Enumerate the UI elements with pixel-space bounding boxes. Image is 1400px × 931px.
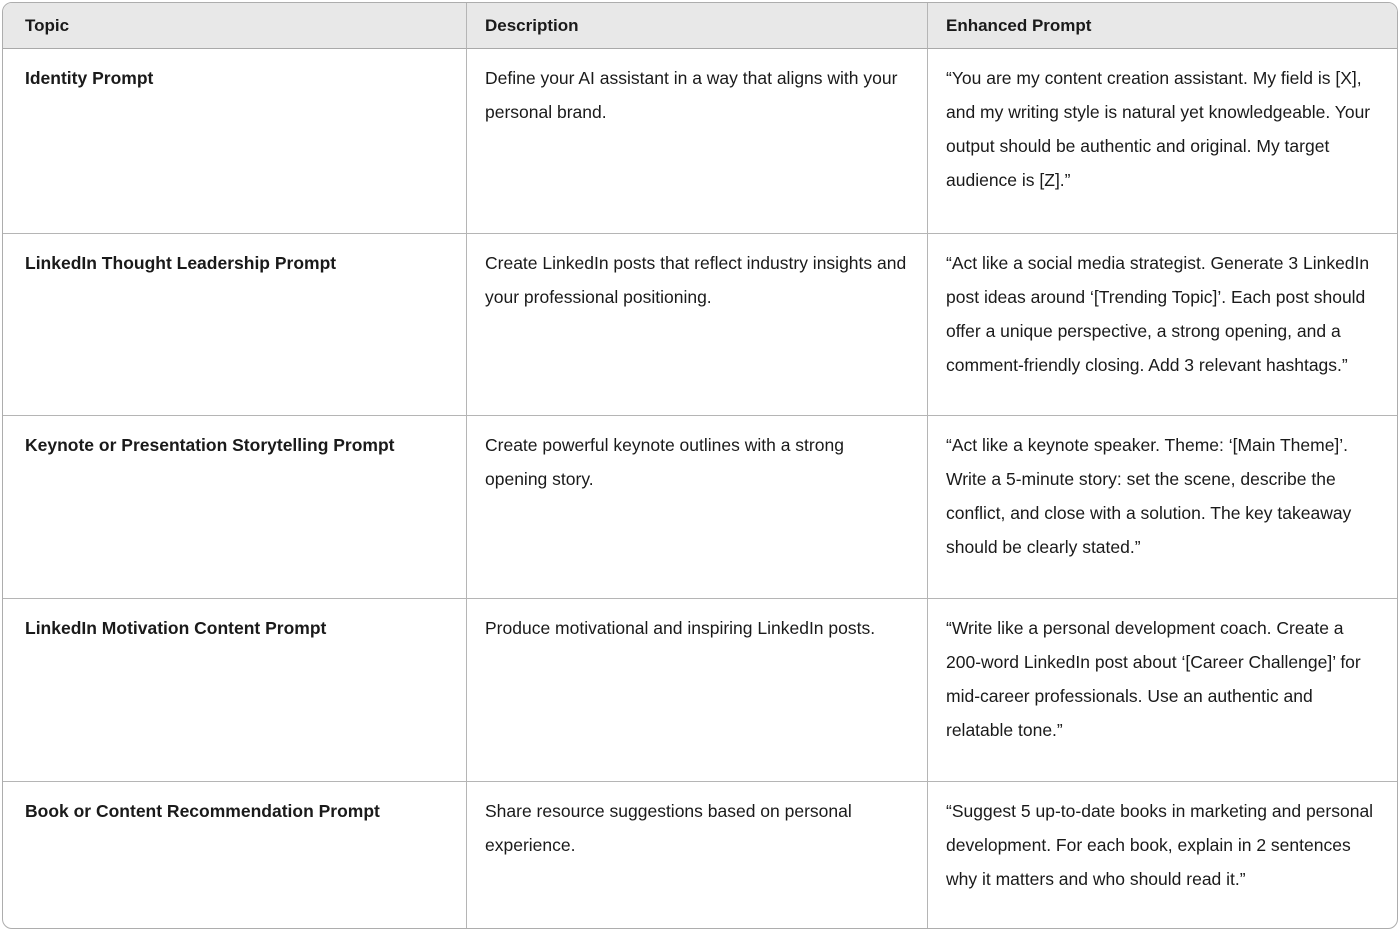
table-row-topic: LinkedIn Thought Leadership Prompt (3, 234, 467, 416)
table-row-prompt: “Act like a keynote speaker. Theme: ‘[Main Theme]’. Write a 5-minute story: set the scene, describe the conflict, and close with a solution. The key takeaway should be clearly stated.” (928, 416, 1397, 599)
table-row-description: Create powerful keynote outlines with a strong opening story. (467, 416, 928, 599)
table-row-topic: Book or Content Recommendation Prompt (3, 782, 467, 928)
column-header-enhanced-prompt: Enhanced Prompt (928, 3, 1397, 49)
table-row-description: Share resource suggestions based on personal experience. (467, 782, 928, 928)
table-row-prompt: “Write like a personal development coach. Create a 200-word LinkedIn post about ‘[Career Challenge]’ for mid-career professionals. Use an authentic and relatable tone.” (928, 599, 1397, 782)
table-row-description: Define your AI assistant in a way that aligns with your personal brand. (467, 49, 928, 234)
table-row-topic: Identity Prompt (3, 49, 467, 234)
column-header-description: Description (467, 3, 928, 49)
prompt-table (2, 2, 1398, 929)
table-row-topic: LinkedIn Motivation Content Prompt (3, 599, 467, 782)
table-row-description: Create LinkedIn posts that reflect industry insights and your professional positioning. (467, 234, 928, 416)
table-row-prompt: “Suggest 5 up-to-date books in marketing and personal development. For each book, explain in 2 sentences why it matters and who should read it.” (946, 801, 1374, 889)
table-row-prompt: “Act like a social media strategist. Generate 3 LinkedIn post ideas around ‘[Trending Topic]’. Each post should offer a unique perspective, a strong opening, and a comment-friendly closing. Add 3 relevant hashtags.” (928, 234, 1397, 416)
table-row-topic: Keynote or Presentation Storytelling Prompt (3, 416, 467, 599)
column-header-topic: Topic (3, 3, 467, 49)
table-row-prompt: “You are my content creation assistant. My field is [X], and my writing style is natural yet knowledgeable. Your output should be authentic and original. My target audience is [Z].” (928, 49, 1397, 234)
table-row-description: Produce motivational and inspiring LinkedIn posts. (467, 599, 928, 782)
